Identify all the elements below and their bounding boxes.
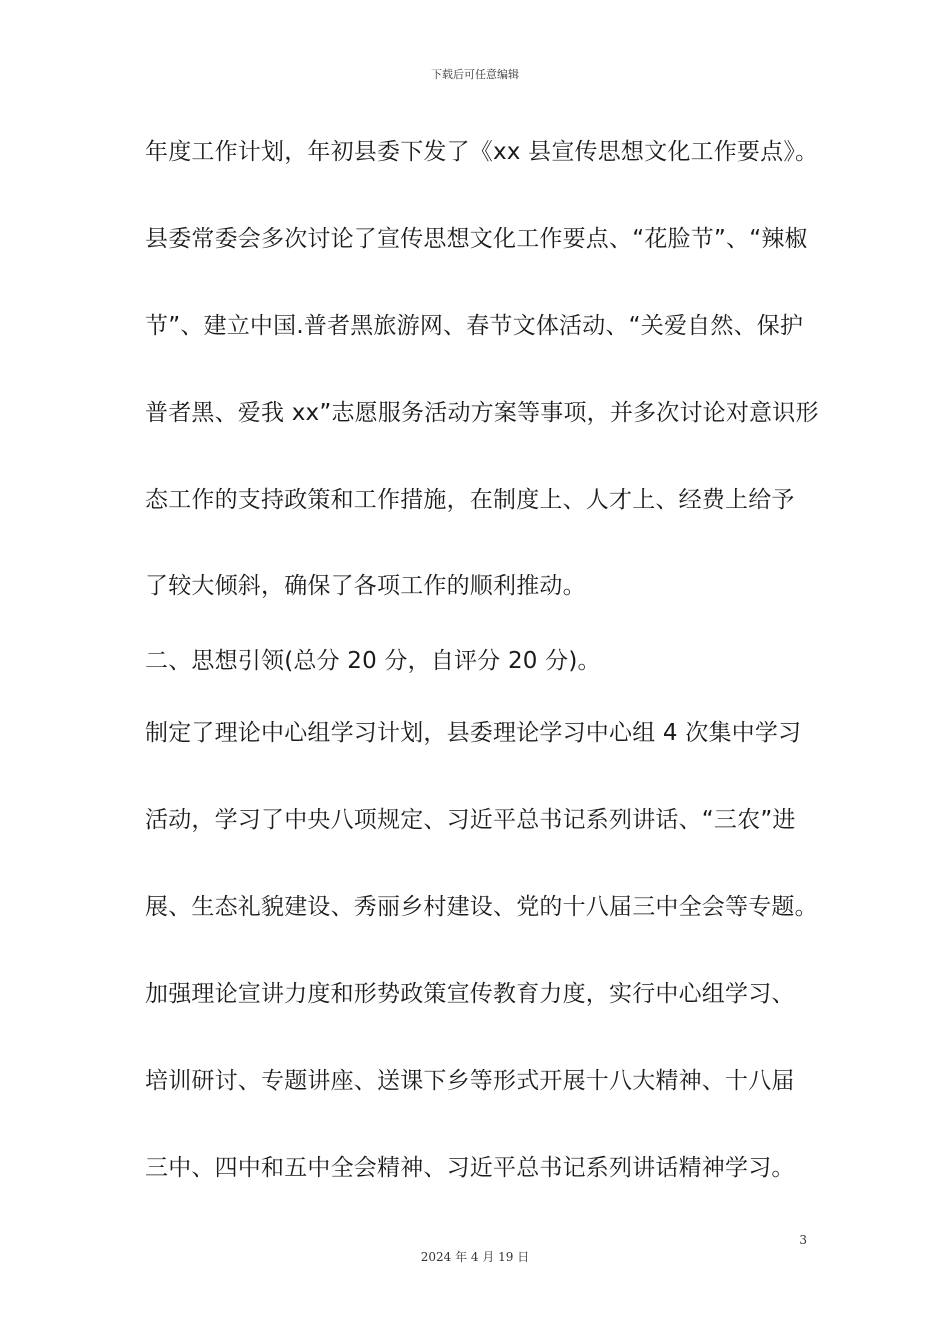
- body-line: 三中、四中和五中全会精神、习近平总书记系列讲话精神学习。: [145, 1155, 795, 1181]
- body-line: 展、生态礼貌建设、秀丽乡村建设、党的十八届三中全会等专题。: [145, 894, 818, 920]
- body-line: 制定了理论中心组学习计划，县委理论学习中心组 4 次集中学习: [145, 720, 802, 746]
- body-line: 节”、建立中国.普者黑旅游网、春节文体活动、“关爱自然、保护: [145, 313, 804, 339]
- header-note: 下载后可任意编辑: [431, 68, 519, 81]
- page-number: 3: [799, 1233, 807, 1247]
- footer-date: 2024 年 4 月 19 日: [420, 1250, 530, 1264]
- body-line: 加强理论宣讲力度和形势政策宣传教育力度，实行中心组学习、: [145, 981, 795, 1007]
- body-line: 年度工作计划，年初县委下发了《xx 县宣传思想文化工作要点》。: [145, 139, 819, 165]
- body-line: 了较大倾斜，确保了各项工作的顺利推动。: [145, 573, 586, 599]
- body-line: 活动，学习了中央八项规定、习近平总书记系列讲话、“三农”进: [145, 807, 796, 833]
- body-line: 县委常委会多次讨论了宣传思想文化工作要点、“花脸节”、“辣椒: [145, 226, 808, 252]
- body-line: 普者黑、爱我 xx”志愿服务活动方案等事项，并多次讨论对意识形: [145, 400, 819, 426]
- section-heading: 二、思想引领(总分 20 分，自评分 20 分)。: [145, 648, 601, 674]
- body-line: 培训研讨、专题讲座、送课下乡等形式开展十八大精神、十八届: [145, 1068, 795, 1094]
- body-line: 态工作的支持政策和工作措施，在制度上、人才上、经费上给予: [145, 487, 795, 513]
